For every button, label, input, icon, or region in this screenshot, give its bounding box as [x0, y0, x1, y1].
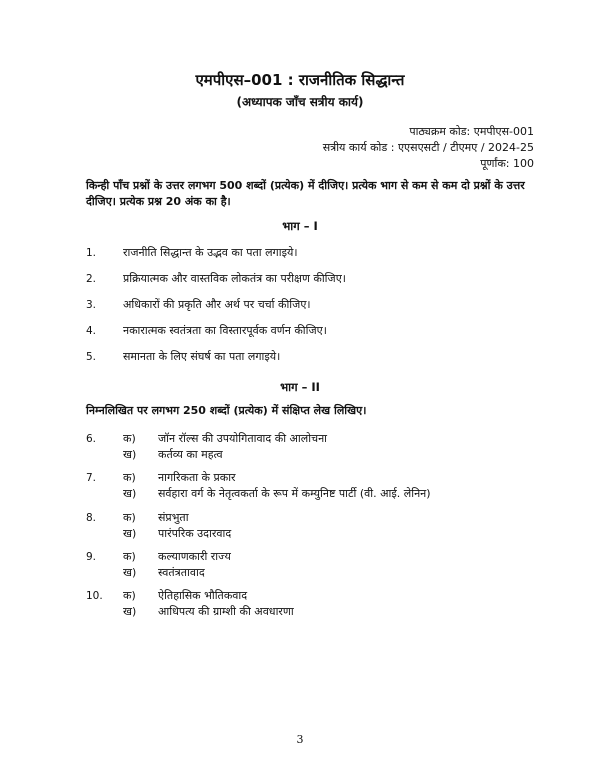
page-number: 3: [296, 733, 304, 746]
max-marks: पूर्णांक: 100: [480, 157, 534, 170]
subpart-label: ख): [123, 448, 137, 461]
question-number: 5.: [86, 351, 97, 363]
question-number: 2.: [86, 273, 97, 285]
question-number: 9.: [86, 551, 97, 563]
question-number: 7.: [86, 472, 97, 484]
subpart-text: ऐतिहासिक भौतिकवाद: [158, 589, 248, 602]
subpart-text: संप्रभुता: [158, 511, 189, 524]
instructions: किन्ही पाँच प्रश्नों के उत्तर लगभग 500 शब्दों (प्रत्येक) में दीजिए। प्रत्येक भाग से कम से कम दो प्रश्नों के उत्तर दीजिए। प्रत्येक प्रश्न 20 अंक का है।: [86, 179, 525, 208]
question-number: 8.: [86, 512, 97, 524]
question-text: राजनीति सिद्धान्त के उद्भव का पता लगाइये।: [123, 246, 298, 259]
subpart-text: सर्वहारा वर्ग के नेतृत्वकर्ता के रूप में कम्युनिष्ट पार्टी (वी. आई. लेनिन): [158, 487, 431, 500]
subpart-text: आधिपत्य की ग्राम्शी की अवधारणा: [158, 605, 294, 618]
part2-instruction: निम्नलिखित पर लगभग 250 शब्दों (प्रत्येक) में संक्षिप्त लेख लिखिए।: [86, 404, 367, 417]
subpart-text: कर्तव्य का महत्व: [158, 448, 223, 461]
question-number: 3.: [86, 299, 97, 311]
question-text: अधिकारों की प्रकृति और अर्थ पर चर्चा कीजिए।: [123, 298, 311, 311]
subpart-label: क): [123, 589, 136, 602]
subpart-label: ख): [123, 527, 137, 540]
subpart-text: पारंपरिक उदारवाद: [158, 527, 232, 540]
document-subtitle: (अध्यापक जाँच सत्रीय कार्य): [236, 95, 364, 109]
subpart-text: कल्याणकारी राज्य: [158, 550, 231, 563]
part2-heading: भाग – II: [280, 380, 320, 394]
subpart-label: ख): [123, 566, 137, 579]
subpart-text: जॉन रॉल्स की उपयोगितावाद की आलोचना: [158, 432, 328, 445]
question-text: प्रक्रियात्मक और वास्तविक लोकतंत्र का परीक्षण कीजिए।: [123, 272, 346, 285]
course-code: पाठ्यक्रम कोड: एमपीएस-001: [409, 125, 534, 138]
subpart-label: क): [123, 471, 136, 484]
question-text: समानता के लिए संघर्ष का पता लगाइये।: [123, 350, 281, 363]
document-title: एमपीएस–001 : राजनीतिक सिद्धान्त: [195, 71, 405, 89]
question-number: 10.: [86, 590, 103, 602]
assignment-code: सत्रीय कार्य कोड : एएसएसटी / टीएमए / 2024-25: [322, 141, 534, 154]
question-number: 6.: [86, 433, 97, 445]
subpart-label: क): [123, 511, 136, 524]
subpart-text: स्वतंत्रतावाद: [158, 566, 205, 579]
question-number: 1.: [86, 247, 97, 259]
question-text: नकारात्मक स्वतंत्रता का विस्तारपूर्वक वर्णन कीजिए।: [123, 324, 327, 337]
subpart-label: क): [123, 550, 136, 563]
subpart-label: क): [123, 432, 136, 445]
question-number: 4.: [86, 325, 97, 337]
subpart-label: ख): [123, 605, 137, 618]
part1-heading: भाग – I: [282, 219, 318, 233]
subpart-label: ख): [123, 487, 137, 500]
subpart-text: नागरिकता के प्रकार: [158, 471, 236, 484]
